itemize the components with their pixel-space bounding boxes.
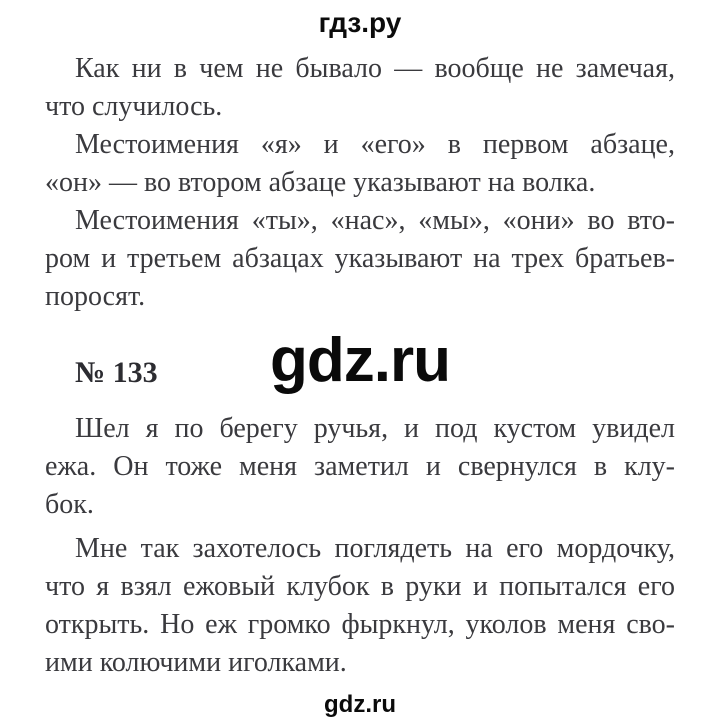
gdz-watermark: gdz.ru bbox=[270, 326, 450, 395]
task-text-block-2 bbox=[45, 530, 675, 682]
text-line: «он» — во втором абзаце указывают на волка. bbox=[45, 167, 596, 198]
exercise-row bbox=[45, 326, 675, 410]
text-line: что я взял ежовый клубок в руки и попытался его bbox=[45, 571, 675, 602]
text-line: бок. bbox=[45, 489, 94, 520]
text-line: открыть. Но еж громко фыркнул, уколов меня сво- bbox=[45, 609, 675, 640]
task-text-block-1 bbox=[45, 410, 675, 524]
text-line: Местоимения «я» и «его» в первом абзаце, bbox=[75, 129, 675, 160]
exercise-number: № 133 bbox=[75, 356, 158, 389]
text-line: что случилось. bbox=[45, 91, 223, 122]
site-logo-header: гдз.ру bbox=[318, 7, 402, 38]
text-line: Местоимения «ты», «нас», «мы», «они» во вто- bbox=[75, 205, 675, 236]
text-line: Как ни в чем не бывало — вообще не замечая, bbox=[75, 53, 675, 84]
site-logo-footer: gdz.ru bbox=[324, 691, 396, 718]
text-line: Шел я по берегу ручья, и под кустом увидел bbox=[75, 413, 675, 444]
text-line: ими колючими иголками. bbox=[45, 647, 347, 678]
text-line: Мне так захотелось поглядеть на его мордочку, bbox=[75, 533, 675, 564]
answer-text-block bbox=[45, 50, 675, 316]
text-line: ром и третьем абзацах указывают на трех братьев- bbox=[45, 243, 675, 274]
text-line: поросят. bbox=[45, 281, 146, 312]
text-line: ежа. Он тоже меня заметил и свернулся в клу- bbox=[45, 451, 675, 482]
